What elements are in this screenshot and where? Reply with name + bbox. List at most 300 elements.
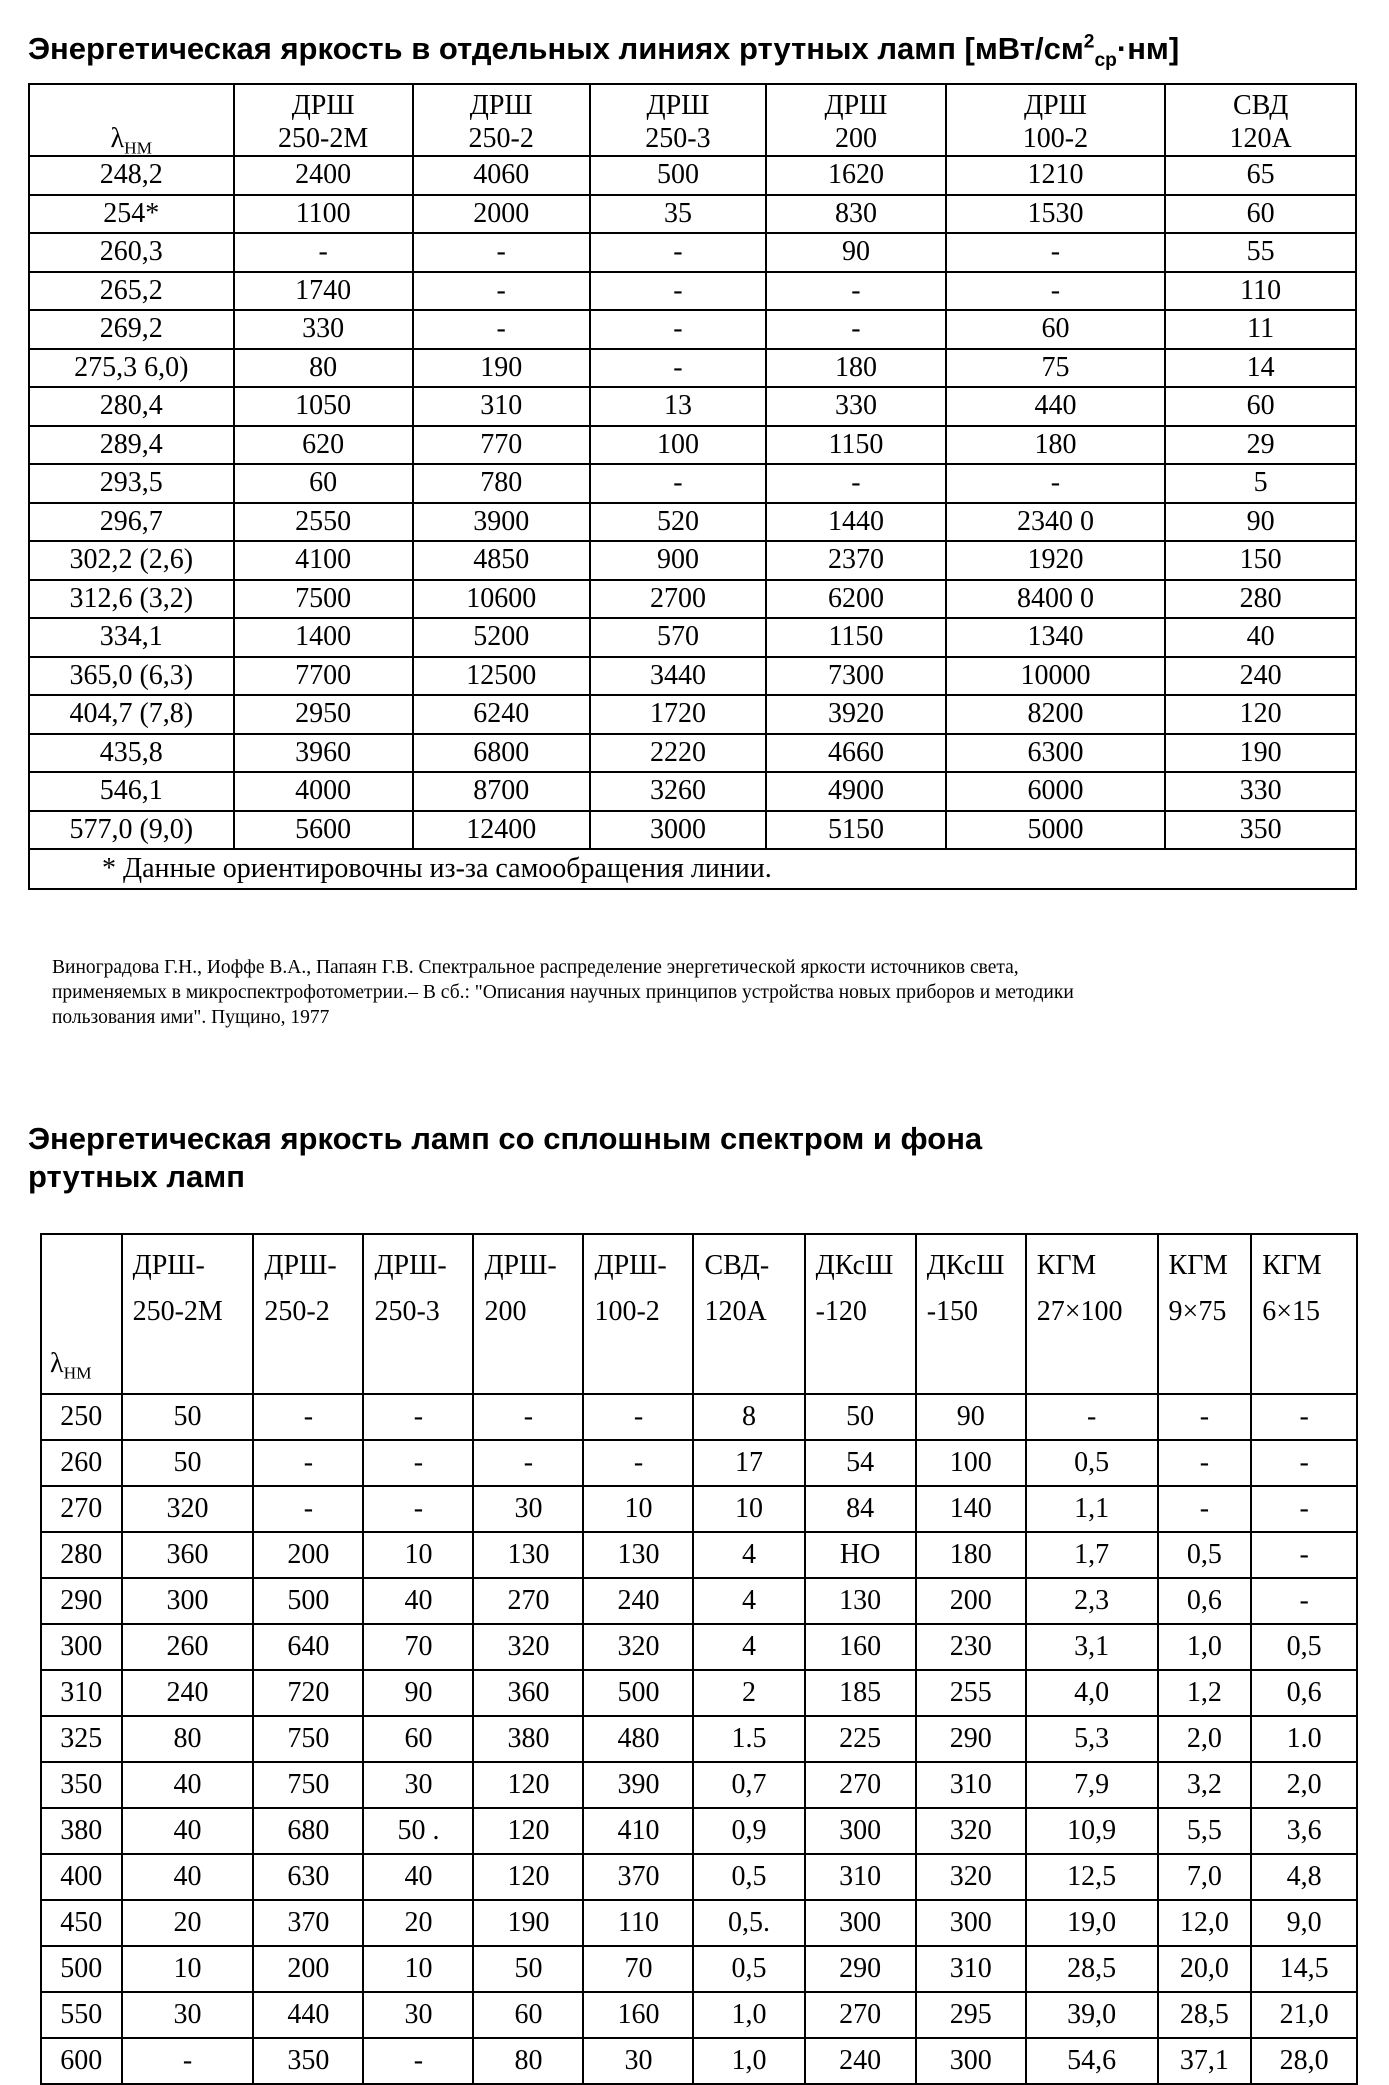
lambda-symbol: λ xyxy=(50,1348,64,1379)
wavelength-cell: 254* xyxy=(29,195,234,234)
value-cell: 55 xyxy=(1165,233,1356,272)
table1-header-row xyxy=(29,84,1356,156)
column-header-line-2: 100-2 xyxy=(1022,123,1089,154)
column-header xyxy=(363,1234,473,1394)
value-cell: 190 xyxy=(1165,734,1356,773)
value-cell: 310 xyxy=(805,1854,916,1900)
wavelength-cell: 577,0 (9,0) xyxy=(29,811,234,850)
value-cell: 90 xyxy=(916,1394,1026,1440)
value-cell: 60 xyxy=(363,1716,473,1762)
value-cell: 240 xyxy=(583,1578,693,1624)
value-cell: 240 xyxy=(1165,657,1356,696)
value-cell: 80 xyxy=(473,2038,583,2084)
value-cell: 440 xyxy=(946,387,1166,426)
value-cell: 620 xyxy=(234,426,413,465)
value-cell: 7,0 xyxy=(1158,1854,1252,1900)
value-cell: - xyxy=(583,1440,693,1486)
value-cell: 30 xyxy=(363,1762,473,1808)
value-cell: 1,1 xyxy=(1026,1486,1158,1532)
value-cell: 100 xyxy=(916,1440,1026,1486)
value-cell: - xyxy=(234,233,413,272)
column-header xyxy=(916,1234,1026,1394)
value-cell: 1,0 xyxy=(693,2038,804,2084)
value-cell: 500 xyxy=(590,156,767,195)
value-cell: 40 xyxy=(122,1762,254,1808)
value-cell: 1,0 xyxy=(693,1992,804,2038)
table2-title-line-2: ртутных ламп xyxy=(28,1159,245,1194)
value-cell: - xyxy=(766,272,945,311)
value-cell: - xyxy=(473,1440,583,1486)
reference-citation xyxy=(52,955,1332,1030)
value-cell: 180 xyxy=(766,349,945,388)
value-cell: 3,2 xyxy=(1158,1762,1252,1808)
value-cell: 2,3 xyxy=(1026,1578,1158,1624)
value-cell: 185 xyxy=(805,1670,916,1716)
table2-lambda-header xyxy=(41,1234,122,1394)
value-cell: 780 xyxy=(413,464,590,503)
value-cell: 300 xyxy=(916,2038,1026,2084)
value-cell: 280 xyxy=(1165,580,1356,619)
value-cell: 54 xyxy=(805,1440,916,1486)
value-cell: 4850 xyxy=(413,541,590,580)
wavelength-cell: 450 xyxy=(41,1900,122,1946)
value-cell: 410 xyxy=(583,1808,693,1854)
value-cell: 20,0 xyxy=(1158,1946,1252,1992)
table2-title-line-1: Энергетическая яркость ламп со сплошным спектром и фона xyxy=(28,1121,983,1156)
value-cell: 0,5 xyxy=(1251,1624,1357,1670)
table-row xyxy=(41,1578,1357,1624)
value-cell: 0,5 xyxy=(1158,1532,1252,1578)
value-cell: 1150 xyxy=(766,426,945,465)
wavelength-cell: 365,0 (6,3) xyxy=(29,657,234,696)
value-cell: 10 xyxy=(363,1946,473,1992)
value-cell: 10,9 xyxy=(1026,1808,1158,1854)
table-row xyxy=(41,2038,1357,2084)
table-row xyxy=(29,426,1356,465)
value-cell: 320 xyxy=(583,1624,693,1670)
value-cell: 60 xyxy=(1165,195,1356,234)
wavelength-cell: 350 xyxy=(41,1762,122,1808)
value-cell: 750 xyxy=(253,1716,363,1762)
column-header-line-1: ДКсШ xyxy=(926,1250,1005,1281)
value-cell: - xyxy=(363,1394,473,1440)
value-cell: 70 xyxy=(363,1624,473,1670)
value-cell: 29 xyxy=(1165,426,1356,465)
value-cell: - xyxy=(583,1394,693,1440)
table1-note-row xyxy=(29,849,1356,889)
wavelength-cell: 290 xyxy=(41,1578,122,1624)
column-header xyxy=(234,84,413,156)
value-cell: 110 xyxy=(583,1900,693,1946)
wavelength-cell: 500 xyxy=(41,1946,122,1992)
column-header-line-1: ДРШ- xyxy=(374,1250,447,1281)
table-row xyxy=(41,1670,1357,1716)
value-cell: 300 xyxy=(916,1900,1026,1946)
table-row xyxy=(29,695,1356,734)
value-cell: 1920 xyxy=(946,541,1166,580)
value-cell: 28,5 xyxy=(1026,1946,1158,1992)
table-row xyxy=(41,1992,1357,2038)
value-cell: 640 xyxy=(253,1624,363,1670)
table-row xyxy=(41,1532,1357,1578)
value-cell: 900 xyxy=(590,541,767,580)
value-cell: 270 xyxy=(805,1762,916,1808)
value-cell: 1620 xyxy=(766,156,945,195)
table-row xyxy=(41,1808,1357,1854)
column-header-line-2: 120А xyxy=(1229,123,1292,154)
value-cell: 3920 xyxy=(766,695,945,734)
value-cell: - xyxy=(1158,1394,1252,1440)
wavelength-cell: 302,2 (2,6) xyxy=(29,541,234,580)
value-cell: 10 xyxy=(583,1486,693,1532)
value-cell: 30 xyxy=(122,1992,254,2038)
wavelength-cell: 404,7 (7,8) xyxy=(29,695,234,734)
table-row xyxy=(41,1394,1357,1440)
column-header xyxy=(946,84,1166,156)
value-cell: 2370 xyxy=(766,541,945,580)
value-cell: 40 xyxy=(122,1808,254,1854)
value-cell: 0,5 xyxy=(693,1946,804,1992)
lambda-unit: НМ xyxy=(124,138,153,158)
value-cell: - xyxy=(946,464,1166,503)
value-cell: 500 xyxy=(583,1670,693,1716)
value-cell: 60 xyxy=(473,1992,583,2038)
value-cell: 8700 xyxy=(413,772,590,811)
column-header xyxy=(413,84,590,156)
value-cell: 320 xyxy=(916,1808,1026,1854)
value-cell: 520 xyxy=(590,503,767,542)
value-cell: 295 xyxy=(916,1992,1026,2038)
value-cell: - xyxy=(946,272,1166,311)
value-cell: 4900 xyxy=(766,772,945,811)
wavelength-cell: 260 xyxy=(41,1440,122,1486)
wavelength-cell: 270 xyxy=(41,1486,122,1532)
value-cell: 2000 xyxy=(413,195,590,234)
value-cell: 5150 xyxy=(766,811,945,850)
wavelength-cell: 546,1 xyxy=(29,772,234,811)
value-cell: 390 xyxy=(583,1762,693,1808)
value-cell: 6800 xyxy=(413,734,590,773)
lambda-symbol: λ xyxy=(110,123,125,154)
value-cell: - xyxy=(253,1394,363,1440)
table-row xyxy=(41,1440,1357,1486)
value-cell: - xyxy=(1251,1532,1357,1578)
value-cell: 320 xyxy=(122,1486,254,1532)
value-cell: 4 xyxy=(693,1578,804,1624)
value-cell: 2340 0 xyxy=(946,503,1166,542)
value-cell: 1740 xyxy=(234,272,413,311)
value-cell: 4 xyxy=(693,1532,804,1578)
value-cell: 13 xyxy=(590,387,767,426)
value-cell: 54,6 xyxy=(1026,2038,1158,2084)
table-row xyxy=(29,772,1356,811)
value-cell: 3,1 xyxy=(1026,1624,1158,1670)
column-header xyxy=(583,1234,693,1394)
value-cell: 300 xyxy=(122,1578,254,1624)
value-cell: 19,0 xyxy=(1026,1900,1158,1946)
value-cell: 10 xyxy=(693,1486,804,1532)
table-row xyxy=(41,1854,1357,1900)
value-cell: 270 xyxy=(473,1578,583,1624)
continuous-spectrum-table xyxy=(40,1233,1358,2085)
value-cell: 240 xyxy=(122,1670,254,1716)
value-cell: 1340 xyxy=(946,618,1166,657)
value-cell: - xyxy=(413,310,590,349)
lambda-unit: НМ xyxy=(63,1363,92,1383)
column-header-line-2: 200 xyxy=(484,1296,527,1327)
mercury-lines-table xyxy=(28,83,1357,890)
value-cell: 230 xyxy=(916,1624,1026,1670)
value-cell: 500 xyxy=(253,1578,363,1624)
value-cell: 180 xyxy=(916,1532,1026,1578)
column-header-line-2: -150 xyxy=(926,1296,979,1327)
table-row xyxy=(29,349,1356,388)
wavelength-cell: 550 xyxy=(41,1992,122,2038)
column-header-line-1: ДРШ xyxy=(1023,90,1087,121)
value-cell: - xyxy=(590,272,767,311)
column-header-line-1: КГМ xyxy=(1168,1250,1228,1281)
column-header-line-2: 200 xyxy=(834,123,877,154)
column-header-line-1: СВД xyxy=(1232,90,1289,121)
value-cell: 5600 xyxy=(234,811,413,850)
value-cell: 21,0 xyxy=(1251,1992,1357,2038)
value-cell: - xyxy=(122,2038,254,2084)
value-cell: 630 xyxy=(253,1854,363,1900)
value-cell: 1,2 xyxy=(1158,1670,1252,1716)
value-cell: - xyxy=(590,310,767,349)
value-cell: 37,1 xyxy=(1158,2038,1252,2084)
value-cell: 4060 xyxy=(413,156,590,195)
column-header-line-2: 100-2 xyxy=(594,1296,660,1327)
value-cell: 0,5. xyxy=(693,1900,804,1946)
value-cell: 40 xyxy=(1165,618,1356,657)
value-cell: 4 xyxy=(693,1624,804,1670)
value-cell: 3900 xyxy=(413,503,590,542)
value-cell: НО xyxy=(805,1532,916,1578)
value-cell: 1530 xyxy=(946,195,1166,234)
column-header xyxy=(253,1234,363,1394)
value-cell: 1,7 xyxy=(1026,1532,1158,1578)
value-cell: 20 xyxy=(122,1900,254,1946)
value-cell: 130 xyxy=(473,1532,583,1578)
column-header-line-1: ДРШ xyxy=(291,90,355,121)
value-cell: 350 xyxy=(1165,811,1356,850)
column-header-line-2: 9×75 xyxy=(1168,1296,1227,1327)
wavelength-cell: 293,5 xyxy=(29,464,234,503)
column-header-line-1: ДКсШ xyxy=(815,1250,894,1281)
value-cell: 30 xyxy=(363,1992,473,2038)
value-cell: 50 xyxy=(805,1394,916,1440)
column-header-line-1: ДРШ- xyxy=(484,1250,557,1281)
column-header-line-1: ДРШ- xyxy=(264,1250,337,1281)
value-cell: 380 xyxy=(473,1716,583,1762)
value-cell: 9,0 xyxy=(1251,1900,1357,1946)
column-header xyxy=(590,84,767,156)
wavelength-cell: 300 xyxy=(41,1624,122,1670)
table-row xyxy=(29,580,1356,619)
value-cell: 320 xyxy=(916,1854,1026,1900)
value-cell: 2400 xyxy=(234,156,413,195)
value-cell: 14,5 xyxy=(1251,1946,1357,1992)
value-cell: 310 xyxy=(413,387,590,426)
value-cell: 4,8 xyxy=(1251,1854,1357,1900)
table-row xyxy=(29,233,1356,272)
column-header xyxy=(122,1234,254,1394)
value-cell: 2550 xyxy=(234,503,413,542)
column-header xyxy=(1251,1234,1357,1394)
column-header xyxy=(693,1234,804,1394)
value-cell: 0,9 xyxy=(693,1808,804,1854)
value-cell: - xyxy=(1158,1440,1252,1486)
value-cell: 3,6 xyxy=(1251,1808,1357,1854)
value-cell: 360 xyxy=(473,1670,583,1716)
value-cell: 360 xyxy=(122,1532,254,1578)
column-header xyxy=(766,84,945,156)
value-cell: 150 xyxy=(1165,541,1356,580)
value-cell: 120 xyxy=(473,1854,583,1900)
value-cell: 0,5 xyxy=(1026,1440,1158,1486)
value-cell: 30 xyxy=(583,2038,693,2084)
value-cell: 160 xyxy=(583,1992,693,2038)
wavelength-cell: 380 xyxy=(41,1808,122,1854)
value-cell: 200 xyxy=(253,1946,363,1992)
wavelength-cell: 334,1 xyxy=(29,618,234,657)
value-cell: 240 xyxy=(805,2038,916,2084)
value-cell: 4000 xyxy=(234,772,413,811)
table-row xyxy=(41,1762,1357,1808)
value-cell: - xyxy=(473,1394,583,1440)
table-row xyxy=(41,1486,1357,1532)
value-cell: 84 xyxy=(805,1486,916,1532)
table2-header-row xyxy=(41,1234,1357,1394)
value-cell: 300 xyxy=(805,1900,916,1946)
value-cell: 12500 xyxy=(413,657,590,696)
value-cell: 2950 xyxy=(234,695,413,734)
table-row xyxy=(41,1624,1357,1670)
table-row xyxy=(41,1946,1357,1992)
value-cell: 5,3 xyxy=(1026,1716,1158,1762)
value-cell: 1100 xyxy=(234,195,413,234)
table1-footnote: * Данные ориентировочны из-за самообращения линии. xyxy=(29,849,1356,889)
column-header-line-1: ДРШ- xyxy=(594,1250,667,1281)
wavelength-cell: 248,2 xyxy=(29,156,234,195)
value-cell: 10000 xyxy=(946,657,1166,696)
value-cell: 120 xyxy=(473,1808,583,1854)
value-cell: 5200 xyxy=(413,618,590,657)
column-header-line-2: 250-3 xyxy=(374,1296,440,1327)
value-cell: 190 xyxy=(413,349,590,388)
value-cell: - xyxy=(590,349,767,388)
value-cell: 2,0 xyxy=(1158,1716,1252,1762)
value-cell: 0,5 xyxy=(693,1854,804,1900)
value-cell: 225 xyxy=(805,1716,916,1762)
column-header-line-1: КГМ xyxy=(1036,1250,1097,1281)
value-cell: - xyxy=(1251,1486,1357,1532)
table-row xyxy=(29,387,1356,426)
value-cell: 8400 0 xyxy=(946,580,1166,619)
value-cell: 28,5 xyxy=(1158,1992,1252,2038)
value-cell: 7300 xyxy=(766,657,945,696)
wavelength-cell: 296,7 xyxy=(29,503,234,542)
table-row xyxy=(29,195,1356,234)
reference-line-3: пользования ими". Пущино, 1977 xyxy=(52,1007,330,1028)
column-header xyxy=(473,1234,583,1394)
value-cell: 10 xyxy=(363,1532,473,1578)
value-cell: 480 xyxy=(583,1716,693,1762)
value-cell: 7,9 xyxy=(1026,1762,1158,1808)
value-cell: - xyxy=(1251,1578,1357,1624)
wavelength-cell: 435,8 xyxy=(29,734,234,773)
value-cell: 6240 xyxy=(413,695,590,734)
value-cell: 310 xyxy=(916,1946,1026,1992)
reference-line-1: Виноградова Г.Н., Иоффе В.А., Папаян Г.В. Спектральное распределение энергетической яркости источников света, xyxy=(52,957,1019,978)
value-cell: 6200 xyxy=(766,580,945,619)
value-cell: 90 xyxy=(766,233,945,272)
value-cell: 4660 xyxy=(766,734,945,773)
wavelength-cell: 312,6 (3,2) xyxy=(29,580,234,619)
column-header-line-1: ДРШ- xyxy=(132,1250,205,1281)
value-cell: 28,0 xyxy=(1251,2038,1357,2084)
value-cell: 320 xyxy=(473,1624,583,1670)
value-cell: 1.0 xyxy=(1251,1716,1357,1762)
value-cell: - xyxy=(1026,1394,1158,1440)
value-cell: 6000 xyxy=(946,772,1166,811)
value-cell: 200 xyxy=(916,1578,1026,1624)
value-cell: 50 xyxy=(122,1440,254,1486)
value-cell: 770 xyxy=(413,426,590,465)
column-header-line-2: 250-2 xyxy=(468,123,534,154)
reference-line-2: применяемых в микроспектрофотометрии.– В сб.: "Описания научных принципов устройства новых приборов и методики xyxy=(52,982,1074,1003)
value-cell: - xyxy=(363,2038,473,2084)
value-cell: 330 xyxy=(234,310,413,349)
value-cell: - xyxy=(1158,1486,1252,1532)
column-header xyxy=(1165,84,1356,156)
value-cell: 1,0 xyxy=(1158,1624,1252,1670)
value-cell: 80 xyxy=(122,1716,254,1762)
table1-title-sub: ср xyxy=(1094,50,1117,72)
value-cell: 1440 xyxy=(766,503,945,542)
value-cell: - xyxy=(253,1440,363,1486)
wavelength-cell: 310 xyxy=(41,1670,122,1716)
value-cell: 50 . xyxy=(363,1808,473,1854)
value-cell: 12,0 xyxy=(1158,1900,1252,1946)
value-cell: 130 xyxy=(583,1532,693,1578)
value-cell: 11 xyxy=(1165,310,1356,349)
column-header-line-2: 250-3 xyxy=(645,123,711,154)
value-cell: - xyxy=(766,464,945,503)
value-cell: 180 xyxy=(946,426,1166,465)
value-cell: 40 xyxy=(363,1854,473,1900)
table1-title-main: Энергетическая яркость в отдельных линиях ртутных ламп [мВт/см xyxy=(28,31,1084,66)
value-cell: 60 xyxy=(1165,387,1356,426)
wavelength-cell: 275,3 6,0) xyxy=(29,349,234,388)
table-row xyxy=(29,464,1356,503)
table-row xyxy=(29,541,1356,580)
value-cell: 40 xyxy=(363,1578,473,1624)
value-cell: 7500 xyxy=(234,580,413,619)
value-cell: 12,5 xyxy=(1026,1854,1158,1900)
column-header-line-1: СВД- xyxy=(704,1250,770,1281)
value-cell: - xyxy=(363,1440,473,1486)
value-cell: 200 xyxy=(253,1532,363,1578)
value-cell: 2700 xyxy=(590,580,767,619)
value-cell: 2220 xyxy=(590,734,767,773)
table-row xyxy=(29,156,1356,195)
value-cell: 7700 xyxy=(234,657,413,696)
wavelength-cell: 280,4 xyxy=(29,387,234,426)
value-cell: 35 xyxy=(590,195,767,234)
column-header-line-1: ДРШ xyxy=(824,90,888,121)
